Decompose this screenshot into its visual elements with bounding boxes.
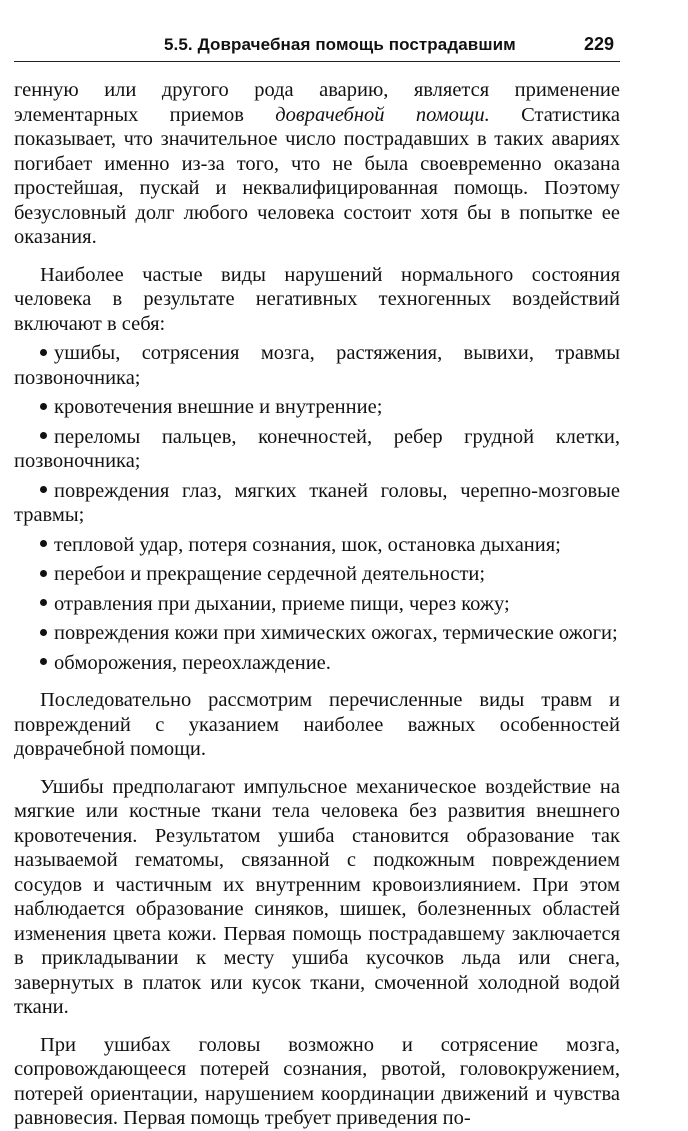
list-item-text: кровотечения внешние и внутренние; xyxy=(54,396,383,418)
list-item xyxy=(14,395,620,420)
paragraph-head-injuries: При ушибах головы возможно и сотрясение мозга, сопровождающееся потерей сознания, рвотой, головокружением, потерей ориентации, нарушением координации движений и чувства равновесия. Первая помощь требует приведения по- xyxy=(14,1033,620,1129)
running-head xyxy=(14,30,620,62)
bullet-icon xyxy=(40,629,47,636)
list-item xyxy=(14,621,620,646)
intro-paragraph xyxy=(14,78,620,250)
bullet-icon xyxy=(40,486,47,493)
list-item xyxy=(14,533,620,558)
paragraph-bruises: Ушибы предполагают импульсное механическое воздействие на мягкие или костные ткани тела человека без развития внешнего кровотечения. Результатом ушиба становится образование так называемой гематомы, связанной с подкожным повреждением сосудов и частичным их внутренним кровоизлиянием. При этом наблюдается образование синяков, шишек, болезненных областей изменения цвета кожи. Первая помощь пострадавшему заключается в прикладывании к месту ушиба кусочков льда или снега, завернутых в платок или кусок ткани, смоченной холодной водой ткани. xyxy=(14,775,620,1018)
running-title: 5.5. Доврачебная помощь пострадавшим xyxy=(164,35,516,54)
bullet-icon xyxy=(40,658,47,665)
list-item xyxy=(14,562,620,587)
intro-text-part2: Статистика показывает, что значительное число пострадавших в таких авариях погибает именно из-за того, что не была своевременно оказана простейшая, пускай и неквалифицированная помощь. Поэтому безусловный долг любого человека состоит хотя бы в попытке ее оказания. xyxy=(14,103,620,248)
injury-list xyxy=(14,341,620,675)
book-page xyxy=(14,30,620,1131)
bullet-icon xyxy=(40,403,47,410)
list-item-text: обморожения, переохлаждение. xyxy=(54,651,331,674)
list-item xyxy=(14,341,620,390)
intro-emphasis: доврачебной помощи. xyxy=(275,103,490,126)
list-item-text: ушибы, сотрясения мозга, растяжения, вывихи, травмы позвоночника; xyxy=(14,342,620,389)
list-item xyxy=(14,651,620,676)
list-item-text: отравления при дыхании, приеме пищи, через кожу; xyxy=(54,592,510,615)
body-text xyxy=(14,78,620,1131)
bullet-icon xyxy=(40,540,47,547)
page-number: 229 xyxy=(583,34,614,54)
list-item xyxy=(14,425,620,474)
list-item-text: перебои и прекращение сердечной деятельности; xyxy=(54,563,486,585)
list-item-text: повреждения глаз, мягких тканей головы, черепно-мозговые травмы; xyxy=(14,479,620,526)
list-item xyxy=(14,592,620,617)
bullet-icon xyxy=(40,570,47,577)
list-item-text: повреждения кожи при химических ожогах, термические ожоги; xyxy=(54,622,618,644)
bullet-icon xyxy=(40,432,47,439)
intro-text-part1: генную или другого рода аварию, является применение элементарных приемов xyxy=(14,79,620,126)
list-item-text: переломы пальцев, конечностей, ребер грудной клетки, позвоночника; xyxy=(14,425,620,472)
bullet-icon xyxy=(40,599,47,606)
paragraph-overview: Последовательно рассмотрим перечисленные виды травм и повреждений с указанием наиболее важных особенностей доврачебной помощи. xyxy=(14,689,620,760)
list-item-text: тепловой удар, потеря сознания, шок, остановка дыхания; xyxy=(54,533,561,556)
list-item xyxy=(14,479,620,528)
list-intro-paragraph: Наиболее частые виды нарушений нормального состояния человека в результате негативных техногенных воздействий включают в себя: xyxy=(14,263,620,335)
bullet-icon xyxy=(40,349,47,356)
